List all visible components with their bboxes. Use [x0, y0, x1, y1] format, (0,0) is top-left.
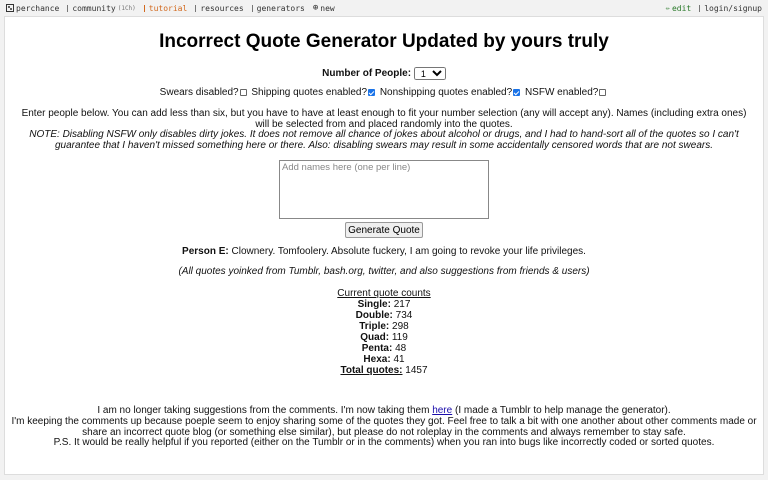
footer-line1-text: I am no longer taking suggestions from the comments. I'm now taking them	[97, 405, 430, 416]
nav-generators-label: generators	[256, 3, 305, 13]
count-value: 48	[395, 343, 407, 354]
quote-text: Clownery. Tomfoolery. Absolute fuckery, I am going to revoke your life privileges.	[231, 246, 586, 257]
nav-new-label: new	[320, 3, 335, 13]
count-value: 41	[393, 354, 405, 365]
nav-login-label: login/signup	[704, 3, 762, 13]
people-select[interactable]	[414, 67, 446, 80]
names-input[interactable]	[279, 160, 489, 219]
nav-new[interactable]	[313, 4, 335, 13]
top-nav	[0, 0, 768, 16]
credits-text: (All quotes yoinked from Tumblr, bash.org, twitter, and also suggestions from friends & users)	[178, 266, 590, 277]
page-title: Incorrect Quote Generator Updated by yours truly	[159, 31, 609, 52]
people-row	[5, 67, 763, 80]
top-nav-left	[6, 4, 335, 13]
count-value: 298	[392, 321, 409, 332]
count-label: Hexa:	[363, 354, 391, 365]
footer-ps: P.S. It would be really helpful if you reported (either on the Tumblr or in the comments) when you ran into bugs like incorrectly coded or sorted quotes.	[53, 437, 715, 448]
count-label: Penta:	[361, 343, 393, 354]
plus-circle-icon: ⊕	[312, 2, 319, 13]
nav-generators[interactable]	[252, 4, 305, 13]
nav-edit[interactable]	[666, 4, 691, 13]
nav-edit-label: edit	[671, 3, 692, 13]
nonshipping-label: Nonshipping quotes enabled?	[379, 87, 513, 98]
count-label: Single:	[357, 299, 391, 310]
nonshipping-checkbox[interactable]	[513, 89, 520, 96]
quote-result	[5, 246, 763, 257]
dice-icon	[6, 4, 14, 12]
count-hexa	[5, 354, 763, 365]
counts-title: Current quote counts	[337, 288, 431, 299]
top-nav-right	[666, 4, 762, 13]
community-badge: (1Ch)	[117, 4, 136, 12]
nsfw-checkbox[interactable]	[599, 89, 606, 96]
options-row	[5, 87, 763, 98]
nav-login[interactable]	[699, 4, 762, 13]
nav-community[interactable]	[67, 4, 135, 13]
swears-label: Swears disabled?	[159, 87, 239, 98]
nav-tutorial[interactable]	[144, 4, 188, 13]
footer-line1-after: (I made a Tumblr to help manage the generator).	[454, 405, 671, 416]
nsfw-note: NOTE: Disabling NSFW only disables dirty jokes. It does not remove all chance of jokes about alcohol or drugs, and I had to hand-sort all of the quotes so I can't guarantee that I haven't missed something here or there. Also: disabling swears may result in some accidentally censored words that are not swears.	[29, 129, 739, 151]
nav-resources-label: resources	[200, 3, 244, 13]
nav-community-label: community	[72, 3, 116, 13]
count-single	[5, 299, 763, 310]
footer-comments: I'm keeping the comments up because poeple seem to enjoy sharing some of the quotes they got. Feel free to talk a bit with one another about other comments made or share an incorrect quote blog (or something else similar), but please do not roleplay in the comments and always remember to stay safe.	[11, 416, 757, 438]
instructions-text: Enter people below. You can add less than six, but you have to have at least enough to fit your number selection (any will accept any). Names (including extra ones) will be selected from and placed randomly into the quotes.	[21, 108, 747, 130]
count-triple	[5, 321, 763, 332]
total-value: 1457	[405, 365, 428, 376]
resources-icon	[195, 5, 196, 12]
user-icon	[699, 5, 700, 12]
pencil-icon: ✏	[665, 3, 670, 12]
total-label: Total quotes:	[340, 365, 403, 376]
shipping-checkbox[interactable]	[368, 89, 375, 96]
count-double	[5, 310, 763, 321]
count-label: Double:	[355, 310, 393, 321]
nsfw-label: NSFW enabled?	[524, 87, 599, 98]
count-label: Quad:	[360, 332, 390, 343]
count-value: 734	[395, 310, 413, 321]
chat-icon	[67, 5, 68, 12]
count-value: 119	[391, 332, 408, 343]
count-value: 217	[393, 299, 411, 310]
swears-checkbox[interactable]	[240, 89, 247, 96]
footer-suggestions	[5, 405, 763, 416]
generators-icon	[252, 5, 253, 12]
shipping-label: Shipping quotes enabled?	[251, 87, 368, 98]
nav-home[interactable]	[6, 4, 59, 13]
count-label: Triple:	[359, 321, 390, 332]
tumblr-link[interactable]: here	[432, 405, 453, 416]
nav-resources[interactable]	[195, 4, 243, 13]
people-label: Number of People:	[322, 68, 412, 80]
book-icon	[144, 5, 145, 12]
count-total	[5, 365, 763, 376]
nav-site-label: perchance	[16, 3, 60, 13]
quote-speaker: Person E:	[182, 246, 229, 257]
generator-panel	[4, 16, 764, 475]
nav-tutorial-label: tutorial	[148, 3, 188, 13]
count-quad	[5, 332, 763, 343]
count-penta	[5, 343, 763, 354]
generate-quote-button[interactable]: Generate Quote	[345, 222, 423, 238]
